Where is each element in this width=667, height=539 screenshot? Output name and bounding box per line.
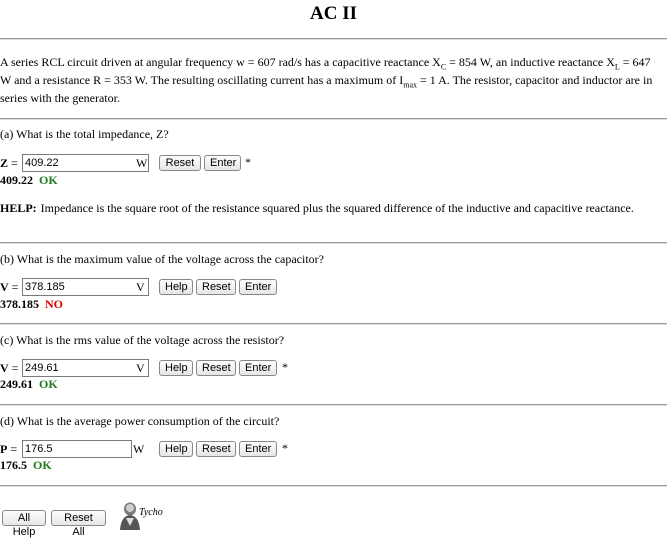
- reset-button-b[interactable]: Reset: [196, 279, 236, 295]
- unit-a: W: [136, 156, 148, 170]
- unit-c: V: [136, 361, 145, 375]
- enter-button-b[interactable]: Enter: [239, 279, 277, 295]
- star-d: *: [282, 441, 288, 455]
- unit-b: V: [136, 280, 145, 294]
- divider: [0, 118, 667, 120]
- divider: [0, 404, 667, 406]
- result-c: 249.61 OK: [0, 377, 58, 391]
- question-c: (c) What is the rms value of the voltage across the resistor?: [0, 333, 285, 347]
- status-badge: NO: [45, 297, 63, 311]
- status-badge: OK: [39, 377, 58, 391]
- answer-input-a[interactable]: [22, 154, 149, 172]
- answer-input-c[interactable]: [22, 359, 149, 377]
- answer-label-a: Z =: [0, 156, 18, 170]
- status-badge: OK: [39, 173, 58, 187]
- status-badge: OK: [33, 458, 52, 472]
- answer-input-b[interactable]: [22, 278, 149, 296]
- xc-subscript: C: [440, 62, 447, 72]
- enter-button-d[interactable]: Enter: [239, 441, 277, 457]
- problem-text-4: = 1 A. The resistor, capacitor and inductor are in series with the generator.: [0, 73, 653, 105]
- all-help-button[interactable]: All Help: [2, 510, 46, 526]
- reset-button-c[interactable]: Reset: [196, 360, 236, 376]
- problem-text-2: = 854 W, an inductive reactance X: [446, 55, 615, 69]
- star-a: *: [245, 155, 251, 169]
- help-button-c[interactable]: Help: [159, 360, 193, 376]
- answer-input-d[interactable]: [22, 440, 132, 458]
- problem-text-3: = 647 W and a resistance R = 353 W. The resulting oscillating current has a maximum of I: [0, 55, 651, 87]
- page-title: AC II: [310, 3, 357, 24]
- result-d: 176.5 OK: [0, 458, 52, 472]
- divider: [0, 38, 667, 40]
- xl-subscript: L: [614, 62, 620, 72]
- answer-label-b: V =: [0, 280, 19, 294]
- help-text: Impedance is the square root of the resistance squared plus the squared difference of the inductive and capacitive reactance.: [40, 201, 634, 215]
- answer-label-c: V =: [0, 361, 19, 375]
- divider: [0, 485, 667, 487]
- tycho-label: Tycho: [139, 507, 163, 518]
- result-a: 409.22 OK: [0, 173, 58, 187]
- help-button-b[interactable]: Help: [159, 279, 193, 295]
- imax-subscript: max: [403, 80, 418, 90]
- answer-label-d: P =: [0, 442, 18, 456]
- reset-button-a[interactable]: Reset: [159, 155, 201, 171]
- problem-statement: [0, 53, 662, 107]
- question-a: (a) What is the total impedance, Z?: [0, 127, 169, 141]
- question-b: (b) What is the maximum value of the voltage across the capacitor?: [0, 252, 324, 266]
- help-label: HELP:: [0, 201, 37, 215]
- result-b: 378.185 NO: [0, 297, 63, 311]
- help-button-d[interactable]: Help: [159, 441, 193, 457]
- reset-all-button[interactable]: Reset All: [51, 510, 106, 526]
- question-d: (d) What is the average power consumption of the circuit?: [0, 414, 280, 428]
- divider: [0, 242, 667, 244]
- star-c: *: [282, 360, 288, 374]
- enter-button-a[interactable]: Enter: [204, 155, 241, 171]
- reset-button-d[interactable]: Reset: [196, 441, 236, 457]
- enter-button-c[interactable]: Enter: [239, 360, 277, 376]
- problem-text-1: A series RCL circuit driven at angular frequency w = 607 rad/s has a capacitive reactance X: [0, 55, 441, 69]
- help-box: [0, 201, 662, 216]
- unit-d: W: [133, 442, 145, 456]
- divider: [0, 323, 667, 325]
